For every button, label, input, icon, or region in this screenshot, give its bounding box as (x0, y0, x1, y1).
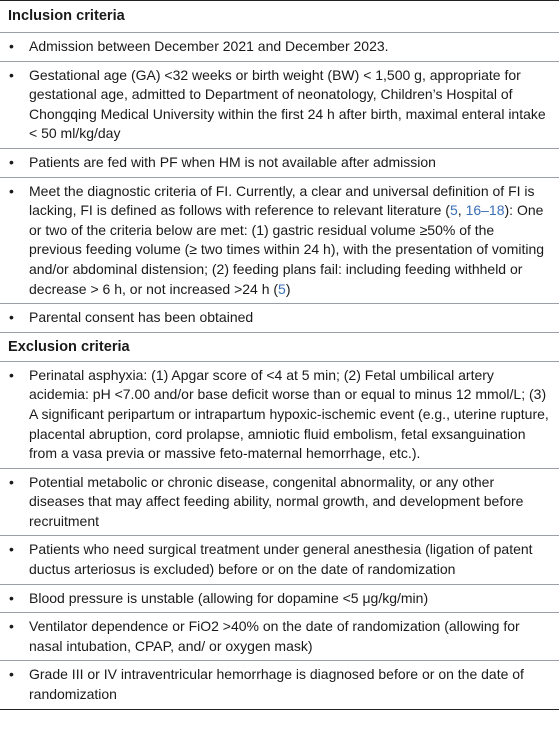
inclusion-item-text: Gestational age (GA) <32 weeks or birth weight (BW) < 1,500 g, appropriate for gestational age, admitted to Department of neonatology, Children’s Hospital of Chongqing Medical University within the first 24 h after birth, maximal enteral intake < 50 ml/kg/day (29, 66, 546, 142)
bullet-icon: • (9, 153, 14, 170)
bullet-icon: • (9, 618, 14, 635)
inclusion-item-text-part: ) (285, 280, 291, 297)
inclusion-item-text-part: ): One or two of the criteria below are met: (1) gastric residual volume ≥50% of the previous feeding volume (≥ two times within 24 h), with the presentation of vomiting and/or abdominal distension; (2) feeding plans fail: including feeding withheld or decrease > 6 h, or not increased >24 h ( (29, 202, 545, 297)
exclusion-item (0, 613, 559, 661)
bullet-icon: • (9, 366, 14, 383)
inclusion-item-text: Parental consent has been obtained (29, 309, 254, 326)
exclusion-item (0, 536, 559, 584)
exclusion-criteria-heading: Exclusion criteria (0, 333, 559, 362)
reference-link[interactable]: 16–18 (465, 202, 505, 219)
inclusion-item (0, 178, 559, 305)
inclusion-item (0, 304, 559, 333)
inclusion-item (0, 62, 559, 149)
bullet-icon: • (9, 182, 14, 199)
bullet-icon: • (9, 589, 14, 606)
exclusion-item (0, 585, 559, 614)
bullet-icon: • (9, 309, 14, 326)
exclusion-item-text: Potential metabolic or chronic disease, congenital abnormality, or any other diseases that may affect feeding ability, normal growth, and development before recruitment (29, 473, 524, 529)
bullet-icon: • (9, 473, 14, 490)
exclusion-item-text: Blood pressure is unstable (allowing for dopamine <5 μg/kg/min) (29, 589, 429, 606)
bullet-icon: • (9, 38, 14, 54)
exclusion-item (0, 469, 559, 537)
inclusion-item (0, 33, 559, 62)
reference-link[interactable]: 5 (449, 202, 458, 219)
exclusion-item (0, 362, 559, 469)
inclusion-item-text: Patients are fed with PF when HM is not available after admission (29, 153, 436, 170)
exclusion-item (0, 661, 559, 709)
inclusion-item-text-part: Meet the diagnostic criteria of FI. Currently, a clear and universal definition of FI is lacking, FI is defined as follows with reference to relevant literature ( (29, 182, 535, 219)
inclusion-criteria-heading: Inclusion criteria (0, 0, 559, 33)
inclusion-item-text: Admission between December 2021 and December 2023. (29, 38, 389, 54)
inclusion-item (0, 149, 559, 178)
exclusion-item-text: Grade III or IV intraventricular hemorrhage is diagnosed before or on the date of randomization (29, 666, 524, 703)
reference-link[interactable]: 5 (278, 280, 286, 297)
bullet-icon: • (9, 541, 14, 558)
exclusion-item-text: Ventilator dependence or FiO2 >40% on the date of randomization (allowing for nasal intubation, CPAP, and/ or oxygen mask) (29, 618, 520, 654)
exclusion-item-text: Perinatal asphyxia: (1) Apgar score of <4 at 5 min; (2) Fetal umbilical artery acidemia: pH <7.00 and/or base deficit worse than or equal to minus 12 mmol/L; (3) A significant peripartum or intrapartum hypoxic-ischemic event (e.g., uterine rupture, placental abruption, cord prolapse, amniotic fluid embolism, fetal exsanguination from a vasa previa or massive feto-maternal hemorrhage, etc.). (29, 366, 549, 462)
bullet-icon: • (9, 66, 14, 83)
bullet-icon: • (9, 666, 14, 683)
reference-separator: , (457, 202, 466, 219)
exclusion-item-text: Patients who need surgical treatment under general anesthesia (ligation of patent ductus arteriosus is excluded) before or on the date of randomization (29, 541, 533, 578)
